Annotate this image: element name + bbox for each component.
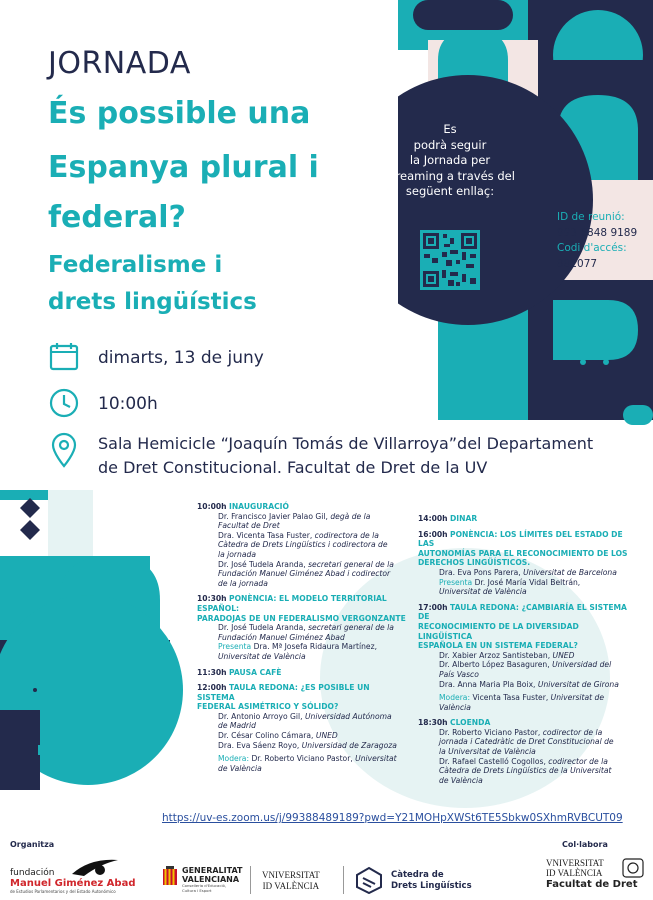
schedule-heading-line bbox=[418, 603, 633, 622]
participant-role: Presenta bbox=[439, 577, 473, 587]
schedule-time: 18:30h bbox=[418, 718, 448, 728]
uv-dret-line-2: ID VALÈNCIA bbox=[546, 868, 603, 878]
schedule-participant-line bbox=[197, 550, 407, 560]
participant-affiliation: degà de la bbox=[327, 511, 371, 521]
fundacion-line-2: Manuel Giménez Abad bbox=[10, 878, 136, 889]
schedule-heading-line bbox=[418, 718, 633, 728]
streaming-line: següent enllaç: bbox=[405, 184, 495, 198]
schedule-item bbox=[418, 514, 633, 524]
participant-name: Dr. Xabier Arzoz Santisteban, bbox=[439, 650, 551, 660]
schedule-participant-line bbox=[197, 642, 407, 652]
fundacion-swoosh-icon bbox=[70, 856, 120, 878]
streaming-line: la Jornada per bbox=[409, 153, 491, 167]
event-date: dimarts, 13 de juny bbox=[98, 348, 264, 368]
schedule-participant-line bbox=[197, 754, 407, 764]
schedule-heading: TAULA REDONA: ¿CAMBIARÍA EL SISTEMA DE bbox=[418, 602, 627, 622]
streaming-line: Es bbox=[443, 122, 457, 136]
participant-name: Dr. Antonio Arroyo Gil, bbox=[218, 711, 303, 721]
catedra-line-2: Drets Lingüístics bbox=[391, 881, 472, 891]
schedule-participant-line bbox=[418, 693, 633, 703]
event-place bbox=[98, 432, 593, 480]
participant-name: Dra. Anna Maria Pla Boix, bbox=[439, 679, 536, 689]
event-time: 10:00h bbox=[98, 394, 158, 414]
uv-line-2: ID VALÈNCIA bbox=[262, 881, 320, 891]
schedule-time: 10:30h bbox=[197, 594, 227, 604]
catedra-cube-icon bbox=[355, 866, 383, 894]
schedule-participant-line bbox=[197, 512, 407, 522]
participant-affiliation: Universitat de Barcelona bbox=[520, 567, 617, 577]
footer-divider bbox=[343, 866, 344, 894]
participant-affiliation: secretari general de la bbox=[305, 559, 394, 569]
participant-affiliation: Universitat de València bbox=[218, 651, 306, 661]
participant-affiliation: secretari general de la bbox=[305, 623, 394, 633]
meeting-id[interactable]: 993 8848 9189 bbox=[557, 226, 638, 239]
schedule-heading: DERECHOS LINGÜÍSTICOS. bbox=[418, 558, 531, 568]
schedule-participant-line bbox=[418, 568, 633, 578]
schedule-participant-line bbox=[418, 703, 633, 713]
participant-affiliation: de València bbox=[218, 763, 262, 773]
schedule-heading-line bbox=[197, 614, 407, 624]
generalitat-line-1: GENERALITAT bbox=[182, 866, 243, 875]
generalitat-line-3: Conselleria d'Educació, bbox=[182, 883, 227, 888]
schedule-item bbox=[418, 718, 633, 785]
participant-affiliation: codirectora de la bbox=[312, 530, 379, 540]
schedule-left bbox=[197, 502, 407, 779]
title-line-3: federal? bbox=[48, 200, 186, 235]
schedule-time: 12:00h bbox=[197, 683, 227, 693]
organitza-label: Organitza bbox=[10, 840, 55, 849]
title-line-2: Espanya plural i bbox=[48, 150, 319, 185]
schedule-time: 14:00h bbox=[418, 514, 448, 523]
participant-name: Dra. Mª Josefa Ridaura Martínez, bbox=[251, 642, 377, 652]
participant-name: Dra. Eva Sáenz Royo, bbox=[218, 740, 300, 750]
schedule-participant-line bbox=[197, 731, 407, 741]
schedule-participant-line bbox=[418, 670, 633, 680]
schedule-heading: RECONOCIMIENTO DE LA DIVERSIDAD LINGÜÍSTICA bbox=[418, 621, 579, 641]
participant-affiliation: Universidad Autónoma bbox=[302, 711, 392, 721]
schedule-item bbox=[197, 502, 407, 588]
catedra-line-1: Càtedra de bbox=[391, 870, 444, 880]
participant-affiliation: de la jornada bbox=[218, 578, 268, 588]
schedule-time: 10:00h bbox=[197, 502, 227, 511]
schedule-item bbox=[418, 530, 633, 597]
schedule-heading: FEDERAL ASIMÉTRICO Y SÓLIDO? bbox=[197, 702, 339, 712]
schedule-participant-line bbox=[197, 579, 407, 589]
participant-role: Modera: bbox=[439, 693, 471, 703]
schedule-participant-line bbox=[418, 766, 633, 776]
participant-affiliation: la jornada bbox=[218, 549, 256, 559]
schedule-time: 17:00h bbox=[418, 602, 448, 612]
collabora-label: Col·labora bbox=[562, 840, 608, 849]
schedule-participant-line bbox=[197, 540, 407, 550]
schedule-heading: ESPAÑOLA EN UN SISTEMA FEDERAL? bbox=[418, 641, 578, 651]
access-code[interactable]: 882077 bbox=[557, 257, 598, 270]
meeting-info bbox=[557, 210, 637, 272]
schedule-participant-line bbox=[197, 741, 407, 751]
streaming-line: podrà seguir bbox=[413, 137, 487, 152]
schedule-heading: PONÈNCIA: LOS LÍMITES DEL ESTADO DE LAS bbox=[418, 529, 623, 549]
participant-name: Dr. Alberto López Basaguren, bbox=[439, 660, 550, 670]
schedule-heading-line bbox=[418, 514, 633, 524]
schedule-heading: PONÈNCIA: EL MODELO TERRITORIAL ESPAÑOL: bbox=[197, 594, 387, 613]
participant-affiliation: València bbox=[439, 702, 471, 712]
schedule-heading: PAUSA CAFÈ bbox=[229, 667, 282, 677]
kicker: JORNADA bbox=[48, 46, 191, 81]
schedule-heading: PARADOJAS DE UN FEDERALISMO VERGONZANTE bbox=[197, 613, 406, 623]
participant-name: Dr. Francisco Javier Palao Gil, bbox=[218, 511, 328, 521]
participant-affiliation: Universitat de bbox=[548, 693, 605, 703]
schedule-participant-line bbox=[197, 560, 407, 570]
participant-name: Dr. José Tudela Aranda, bbox=[218, 623, 306, 633]
location-pin-icon bbox=[50, 432, 78, 468]
schedule-heading: CLOENDA bbox=[450, 718, 491, 728]
schedule-heading-line bbox=[197, 683, 407, 702]
participant-affiliation: de Madrid bbox=[218, 721, 256, 731]
event-place-line-2: de Dret Constitucional. Facultat de Dret de la UV bbox=[98, 458, 488, 477]
uv-seal-icon bbox=[622, 858, 644, 878]
schedule-participant-line bbox=[418, 587, 633, 597]
participant-affiliation: Càtedra de Drets Lingüístics de la Universitat bbox=[439, 766, 612, 776]
participant-affiliation: de València bbox=[439, 775, 483, 785]
schedule-heading-line bbox=[418, 549, 633, 559]
participant-affiliation: Universidad de Zaragoza bbox=[299, 740, 397, 750]
participant-role: Modera: bbox=[218, 754, 250, 764]
schedule-participant-line bbox=[418, 757, 633, 767]
uv-dret-line-1: VNIVERSITAT bbox=[546, 858, 604, 868]
participant-affiliation: Facultat de Dret bbox=[218, 521, 280, 531]
schedule-heading: TAULA REDONA: ¿ES POSIBLE UN SISTEMA bbox=[197, 683, 370, 702]
participant-affiliation: UNED bbox=[313, 731, 338, 741]
schedule-participant-line bbox=[197, 633, 407, 643]
participant-name: Dr. José Tudela Aranda, bbox=[218, 559, 306, 569]
participant-name: Dr. Roberto Viciano Pastor, bbox=[249, 754, 353, 764]
calendar-icon bbox=[48, 340, 80, 372]
participant-name: Dra. Eva Pons Parera, bbox=[439, 567, 521, 577]
catedra-logo bbox=[355, 866, 472, 892]
participant-affiliation: codirector de la bbox=[545, 756, 608, 766]
subtitle-line-2: drets lingüístics bbox=[48, 289, 257, 315]
participant-affiliation: Fundación Manuel Giménez Abad bbox=[218, 632, 345, 642]
schedule-heading: DINAR bbox=[450, 514, 478, 523]
schedule-participant-line bbox=[197, 623, 407, 633]
schedule-time: 11:30h bbox=[197, 667, 227, 677]
schedule-right bbox=[418, 514, 633, 791]
schedule-participant-line bbox=[418, 651, 633, 661]
schedule-heading-line bbox=[197, 668, 407, 678]
uv-dret-line-3: Facultat de Dret bbox=[546, 879, 638, 890]
schedule-heading-line bbox=[197, 594, 407, 613]
participant-name: Dr. César Colino Cámara, bbox=[218, 731, 314, 741]
schedule-participant-line bbox=[197, 764, 407, 774]
subtitle-line-1: Federalisme i bbox=[48, 252, 223, 278]
generalitat-shield-icon bbox=[162, 866, 178, 890]
participant-affiliation: Universitat de Girona bbox=[535, 679, 619, 689]
schedule-heading-line bbox=[418, 622, 633, 641]
uv-line-1: VNIVERSITAT bbox=[262, 870, 320, 880]
event-place-line-1: Sala Hemicicle “Joaquín Tomás de Villarroya”del Departament bbox=[98, 434, 594, 453]
participant-name: Dr. Rafael Castelló Cogollos, bbox=[439, 756, 546, 766]
qr-code[interactable] bbox=[420, 230, 480, 290]
schedule-heading-line bbox=[418, 641, 633, 651]
schedule-participant-line bbox=[418, 747, 633, 757]
participant-affiliation: País Vasco bbox=[439, 669, 479, 679]
schedule-item bbox=[197, 683, 407, 773]
participant-name: Vicenta Tasa Fuster, bbox=[470, 693, 549, 703]
schedule-participant-line bbox=[197, 652, 407, 662]
title-line-1: És possible una bbox=[48, 96, 311, 131]
schedule-participant-line bbox=[197, 712, 407, 722]
clock-icon bbox=[48, 387, 80, 419]
zoom-link[interactable]: https://uv-es.zoom.us/j/99388489189?pwd=Y21MOHpXWSt6TE5Sbkw0SXhmRVBCUT09 bbox=[162, 812, 623, 824]
schedule-participant-line bbox=[418, 578, 633, 588]
schedule-heading: INAUGURACIÓ bbox=[229, 502, 289, 511]
fundacion-logo bbox=[10, 858, 150, 894]
participant-name: Dr. José María Vidal Beltrán, bbox=[472, 577, 581, 587]
schedule-heading-line bbox=[197, 702, 407, 712]
participant-affiliation: Universidad del bbox=[549, 660, 612, 670]
schedule-item bbox=[197, 594, 407, 661]
participant-name: Dra. Vicenta Tasa Fuster, bbox=[218, 530, 313, 540]
schedule-participant-line bbox=[197, 521, 407, 531]
participant-role: Presenta bbox=[218, 642, 252, 652]
participant-affiliation: Fundación Manuel Giménez Abad i codirector bbox=[218, 569, 391, 579]
schedule-participant-line bbox=[418, 660, 633, 670]
participant-affiliation: UNED bbox=[550, 650, 575, 660]
schedule-participant-line bbox=[418, 737, 633, 747]
decorative-graphic-bottom bbox=[0, 490, 200, 790]
schedule-participant-line bbox=[197, 531, 407, 541]
footer-divider bbox=[250, 866, 251, 894]
schedule-heading-line bbox=[418, 530, 633, 549]
participant-affiliation: jornada i Catedràtic de Dret Constitucional de bbox=[439, 737, 614, 747]
uv-logo bbox=[262, 870, 320, 892]
schedule-participant-line bbox=[418, 776, 633, 786]
streaming-line: streaming a través del bbox=[385, 168, 515, 183]
schedule-participant-line bbox=[418, 728, 633, 738]
fundacion-line-1: fundación bbox=[10, 868, 55, 878]
schedule-participant-line bbox=[197, 721, 407, 731]
meeting-id-label: ID de reunió: bbox=[557, 211, 625, 223]
access-code-label: Codi d'accés: bbox=[557, 242, 627, 254]
participant-affiliation: Universitat bbox=[352, 754, 397, 764]
schedule-time: 16:00h bbox=[418, 529, 448, 539]
fundacion-line-3: de Estudios Parlamentarios y del Estado Autonómico bbox=[10, 889, 116, 894]
participant-affiliation: Universitat de València bbox=[439, 587, 527, 597]
schedule-participant-line bbox=[418, 680, 633, 690]
participant-affiliation: Càtedra de Drets Lingüístics i codirectora de bbox=[218, 540, 388, 550]
generalitat-line-4: Cultura i Esport bbox=[182, 887, 212, 893]
schedule-item bbox=[418, 603, 633, 713]
schedule-item bbox=[197, 668, 407, 678]
schedule-heading-line bbox=[418, 558, 633, 568]
streaming-text bbox=[370, 122, 530, 200]
participant-affiliation: la Universitat de València bbox=[439, 747, 536, 757]
uv-dret-logo bbox=[546, 858, 637, 892]
participant-affiliation: codirector de la bbox=[540, 727, 603, 737]
schedule-heading-line bbox=[197, 502, 407, 512]
schedule-participant-line bbox=[197, 569, 407, 579]
participant-name: Dr. Roberto Viciano Pastor, bbox=[439, 727, 541, 737]
generalitat-line-2: VALENCIANA bbox=[182, 875, 240, 884]
generalitat-logo bbox=[162, 866, 242, 893]
schedule-heading: AUTONOMÍAS PARA EL RECONOCIMIENTO DE LOS bbox=[418, 548, 628, 558]
